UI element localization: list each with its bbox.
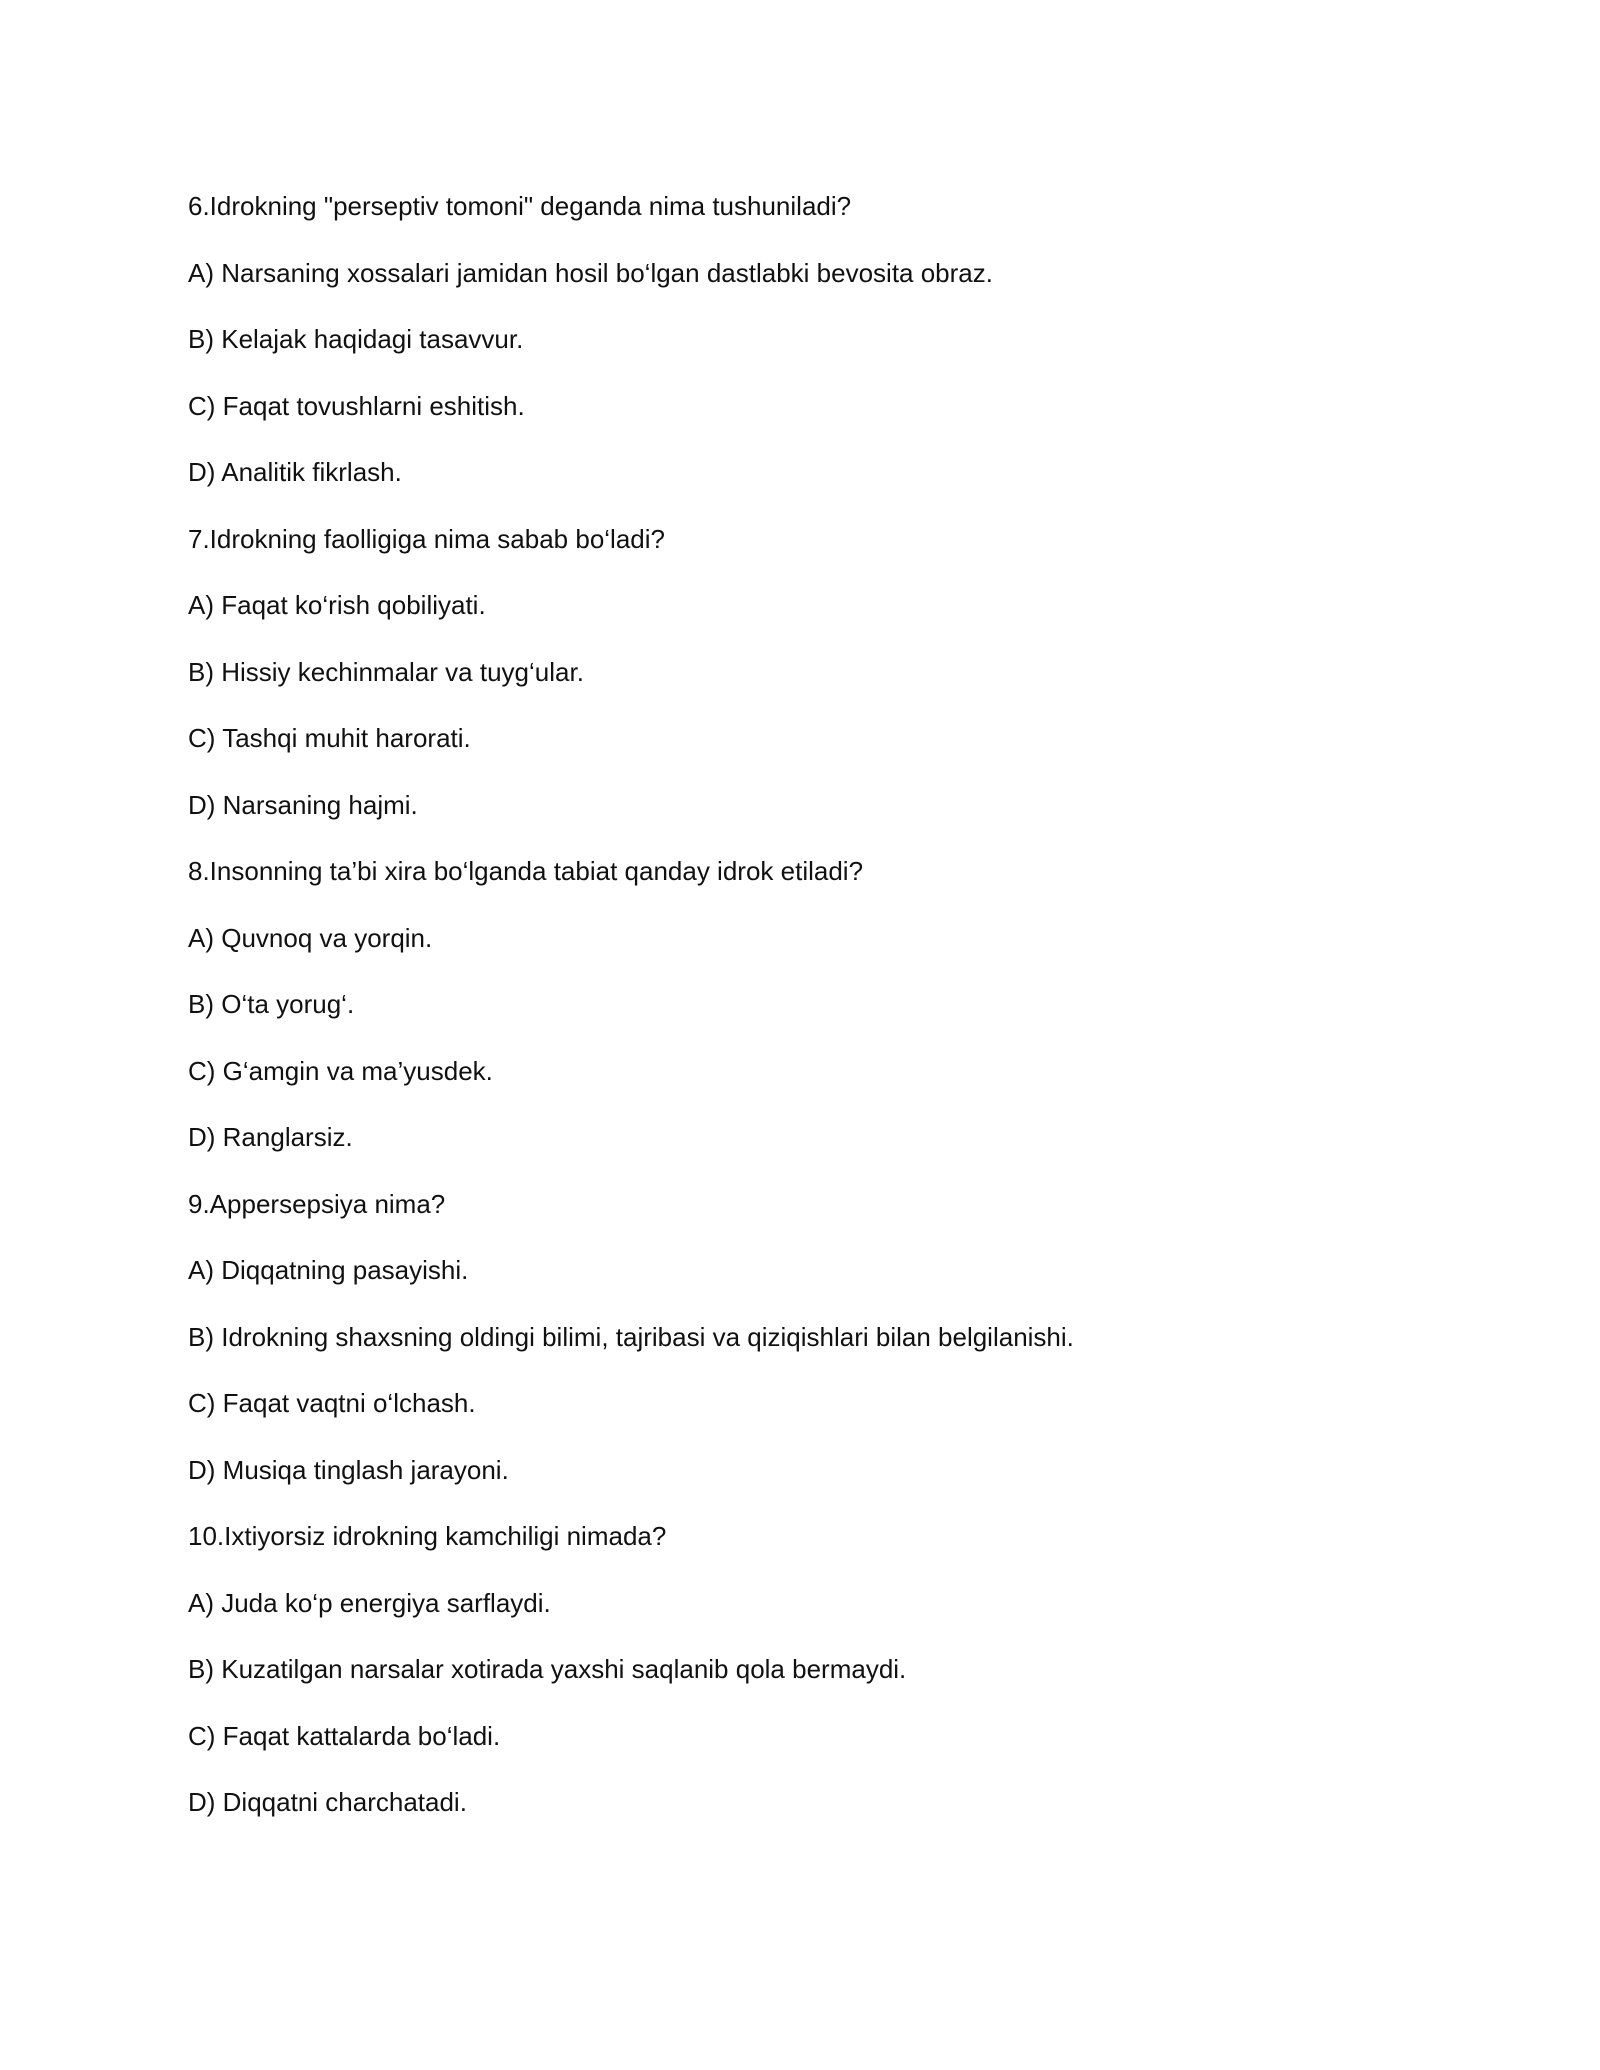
question-9-option-b: B) Idrokning shaxsning oldingi bilimi, tajribasi va qiziqishlari bilan belgilanishi. (188, 1321, 1074, 1352)
question-6-text: 6.Idrokning "perseptiv tomoni" deganda nima tushuniladi? (188, 191, 852, 221)
question-7-option-c: C) Tashqi muhit harorati. (188, 723, 471, 753)
question-6-option-b: B) Kelajak haqidagi tasavvur. (188, 324, 524, 354)
question-6-option-d: D) Analitik fikrlash. (188, 457, 402, 487)
question-8-option-a: A) Quvnoq va yorqin. (188, 922, 433, 953)
question-10-option-d: D) Diqqatni charchatadi. (188, 1787, 467, 1817)
question-9-option-d: D) Musiqa tinglash jarayoni. (188, 1454, 509, 1485)
question-9-option-c: C) Faqat vaqtni o‘lchash. (188, 1388, 476, 1418)
question-6-option-a: A) Narsaning xossalari jamidan hosil bo‘lgan dastlabki bevosita obraz. (188, 257, 993, 288)
question-7-option-a: A) Faqat ko‘rish qobiliyati. (188, 590, 486, 620)
question-8-option-c: C) G‘amgin va ma’yusdek. (188, 1055, 493, 1086)
question-9-option-a: A) Diqqatning pasayishi. (188, 1255, 469, 1285)
question-8-text: 8.Insonning ta’bi xira bo‘lganda tabiat qanday idrok etiladi? (188, 856, 864, 886)
question-9-text: 9.Appersepsiya nima? (188, 1188, 446, 1219)
quiz-content (188, 186, 1488, 1849)
question-10-option-b: B) Kuzatilgan narsalar xotirada yaxshi saqlanib qola bermaydi. (188, 1654, 907, 1684)
question-8-option-b: B) O‘ta yorug‘. (188, 989, 355, 1019)
question-6-option-c: C) Faqat tovushlarni eshitish. (188, 390, 525, 421)
question-7-option-d: D) Narsaning hajmi. (188, 789, 418, 820)
question-10-option-a: A) Juda ko‘p energiya sarflaydi. (188, 1587, 551, 1618)
question-8-option-d: D) Ranglarsiz. (188, 1122, 353, 1152)
question-7-option-b: B) Hissiy kechinmalar va tuyg‘ular. (188, 656, 584, 687)
question-7-text: 7.Idrokning faolligiga nima sabab bo‘ladi? (188, 523, 665, 554)
question-10-text: 10.Ixtiyorsiz idrokning kamchiligi nimada? (188, 1521, 667, 1551)
question-10-option-c: C) Faqat kattalarda bo‘ladi. (188, 1720, 501, 1751)
